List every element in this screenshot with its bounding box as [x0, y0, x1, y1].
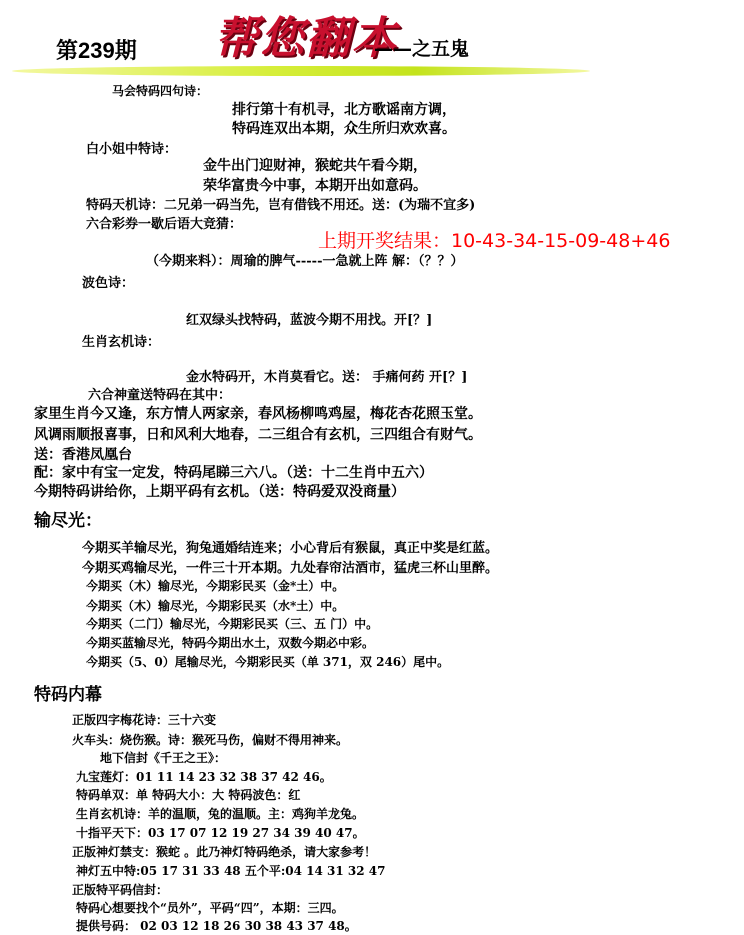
shentong-line: 家里生肖今又逢，东方情人两家亲，春风杨柳鸣鸡屋，梅花杏花照玉堂。	[34, 406, 482, 422]
mahui-title: 马会特码四句诗：	[112, 84, 209, 98]
neimu-line: 提供号码： 02 03 12 18 26 30 38 43 37 48。	[76, 919, 357, 933]
neimu-line: 火车头：烧伤猴。诗：猴死马伤，偏财不得用神来。	[72, 733, 349, 747]
shujinguang-line: 今期买蓝输尽光，特码今期出水土，双数今期必中彩。	[86, 636, 375, 650]
neimu-line: 十指平天下：03 17 07 12 19 27 34 39 40 47。	[76, 826, 365, 840]
page-subtitle: ——之五鬼	[374, 38, 470, 60]
neimu-line: 正版神灯禁支：猴蛇 。此乃神灯特码绝杀，请大家参考！	[72, 845, 377, 859]
bose-line: 红双绿头找特码，蓝波今期不用找。开[？]	[186, 313, 433, 328]
shentong-line: 配：家中有宝一定发，特码尾睇三六八。（送：十二生肖中五六）	[34, 465, 433, 481]
jinqi-line: （今期来料）：周瑜的脾气-----一急就上阵 解：（？？）	[146, 254, 464, 269]
neimu-line: 正版四字梅花诗：三十六变	[72, 713, 217, 727]
page-title: 帮您翻本	[214, 13, 398, 64]
last-draw-result: 上期开奖结果：10-43-34-15-09-48+46	[318, 230, 671, 252]
neimu-line: 特码心想要找个“员外”，平码“四”，本期：三四。	[76, 901, 344, 915]
neimu-line: 九宝莲灯：01 11 14 23 32 38 37 42 46。	[76, 770, 332, 784]
tianji-poem: 特码天机诗：二兄弟一码当先，岂有借钱不用还。送：(为瑞不宜多)	[86, 198, 476, 213]
neimu-title: 特码内幕	[34, 685, 102, 705]
neimu-line: 特码单双：单 特码大小：大 特码波色：红	[76, 788, 301, 802]
shentong-line: 今期特码讲给你，上期平码有玄机。（送：特码爱双没商量）	[34, 484, 405, 500]
neimu-line: 地下信封《千王之王》：	[100, 751, 227, 765]
shujinguang-title: 输尽光：	[34, 511, 102, 531]
shujinguang-line: 今期买（二门）输尽光，今期彩民买（三、五 门）中。	[86, 617, 379, 631]
shentong-line: 风调雨顺报喜事，日和风利大地春，二三组合有玄机，三四组合有财气。	[34, 427, 482, 443]
shujinguang-line: 今期买（木）输尽光，今期彩民买（金*土）中。	[86, 579, 345, 593]
shujinguang-line: 今期买鸡输尽光，一件三十开本期。九处春帘沽酒市，猛虎三杯山里醉。	[82, 561, 499, 576]
liuhe-title: 六合彩券一歇后语大竞猜：	[86, 217, 243, 232]
mahui-line: 特码连双出本期，众生所归欢欢喜。	[232, 121, 456, 137]
neimu-line: 生肖玄机诗：羊的温顺，兔的温顺。主：鸡狗羊龙兔。	[76, 807, 365, 821]
baixiaojie-line: 金牛出门迎财神，猴蛇共午看今期，	[203, 158, 427, 174]
neimu-line: 正版特平码信封：	[72, 883, 169, 897]
neimu-line: 神灯五中特:05 17 31 33 48 五个平:04 14 31 32 47	[76, 864, 386, 878]
baixiaojie-title: 白小姐中特诗：	[86, 142, 178, 157]
shujinguang-line: 今期买（5、0）尾输尽光，今期彩民买（单 371，双 246）尾中。	[86, 655, 450, 669]
header-divider	[12, 66, 590, 76]
shujinguang-line: 今期买（木）输尽光，今期彩民买（水*土）中。	[86, 599, 345, 613]
shentong-title: 六合神童送特码在其中：	[88, 388, 232, 403]
shengxiao-line: 金水特码开，木肖莫看它。送： 手痛何药 开[？]	[186, 370, 468, 385]
mahui-line: 排行第十有机寻，北方歌谣南方调，	[232, 102, 456, 118]
shujinguang-line: 今期买羊输尽光，狗兔通婚结连来；小心背后有猴鼠，真正中奖是红蓝。	[82, 541, 499, 556]
baixiaojie-line: 荣华富贵今中事，本期开出如意码。	[203, 178, 427, 194]
issue-number: 第239期	[56, 38, 137, 63]
shengxiao-title: 生肖玄机诗：	[82, 335, 161, 350]
shentong-line: 送：香港凤凰台	[34, 447, 132, 463]
bose-title: 波色诗：	[82, 276, 135, 291]
